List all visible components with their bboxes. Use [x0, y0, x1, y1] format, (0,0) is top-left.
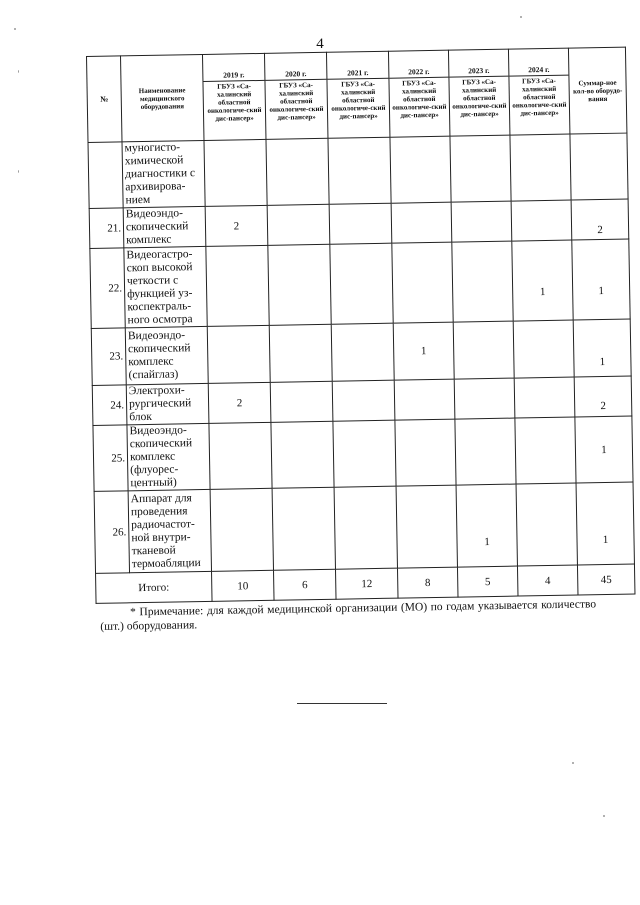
value-cell [514, 377, 575, 418]
total-cell: 6 [274, 569, 337, 600]
value-cell: 2 [208, 382, 271, 423]
value-cell [272, 487, 335, 570]
total-cell: 10 [212, 570, 275, 601]
header-year: 2019 г. [203, 70, 264, 82]
header-year: 2023 г. [449, 66, 508, 78]
total-cell: 8 [397, 567, 458, 598]
value-cell [515, 417, 576, 484]
value-cell [394, 379, 455, 420]
equipment-name: Электрохи-рургический блок [126, 383, 209, 424]
value-cell [268, 244, 331, 325]
row-number: 25. [93, 425, 128, 492]
sum-cell: 1 [576, 482, 634, 565]
scan-speck [520, 16, 522, 18]
value-cell [267, 204, 330, 245]
header-year-col [388, 50, 449, 137]
table-row [94, 482, 634, 573]
value-cell [334, 486, 397, 569]
table-row [90, 239, 630, 328]
total-cell: 12 [335, 568, 398, 599]
value-cell [513, 320, 574, 378]
value-cell [510, 134, 571, 201]
value-cell [333, 420, 396, 487]
value-cell [271, 421, 334, 488]
header-num: № [87, 56, 122, 143]
separator-line [297, 703, 387, 704]
value-cell [391, 202, 452, 243]
value-cell [455, 418, 516, 485]
header-year: 2024 г. [509, 65, 568, 77]
value-cell [266, 138, 329, 205]
header-org: ГБУЗ «Са-халинский областной онкологиче-ский дис-пансер» [207, 82, 262, 123]
scan-speck [18, 70, 19, 73]
header-year-col [202, 53, 265, 140]
sum-cell: 1 [572, 239, 630, 320]
value-cell [210, 488, 273, 571]
row-number [88, 142, 123, 209]
equipment-name: Видеоэндо-скопический комплекс (флуорес-центный) [127, 423, 210, 490]
table-row [88, 133, 628, 208]
value-cell [454, 378, 515, 419]
header-year-col [326, 51, 389, 138]
scan-speck [14, 28, 16, 30]
page-number: 4 [316, 36, 324, 52]
value-cell: 1 [393, 322, 454, 380]
header-year-col [508, 48, 569, 135]
scan-speck [572, 762, 574, 764]
header-year-col [264, 52, 327, 139]
sum-cell: 2 [574, 376, 632, 417]
equipment-name: муногисто-химической диагностики с архивирова-нием [122, 140, 205, 207]
table-row [91, 319, 631, 385]
value-cell [204, 139, 267, 206]
value-cell: 1 [456, 484, 517, 567]
value-cell [451, 201, 512, 242]
scan-speck [18, 170, 19, 173]
header-name: Наименование медицинского оборудования [121, 54, 204, 141]
header-org: ГБУЗ «Са-халинский областной онкологиче-ский дис-пансер» [392, 78, 447, 120]
row-number: 26. [94, 491, 129, 574]
value-cell [330, 243, 393, 324]
equipment-name: Видеоэндо-скопический комплекс [123, 206, 206, 247]
equipment-name: Видеоэндо-скопический комплекс (спайглаз) [125, 326, 208, 384]
total-label: Итого: [96, 571, 213, 603]
equipment-table [86, 47, 635, 604]
value-cell [450, 135, 511, 202]
sum-cell: 2 [571, 199, 629, 240]
equipment-name: Аппарат для проведения радиочастот-ной внутри-тканевой термоабляции [128, 489, 211, 572]
sum-cell: 1 [575, 416, 633, 483]
value-cell [207, 325, 270, 383]
header-year: 2021 г. [327, 68, 388, 80]
footnote: * Примечание: для каждой медицинской организации (МО) по годам указывается количество (шт.) оборудования. [100, 598, 597, 633]
sum-cell: 1 [573, 319, 631, 377]
row-number: 21. [89, 208, 124, 249]
table-row [93, 416, 633, 491]
value-cell [390, 136, 451, 203]
value-cell [328, 137, 391, 204]
value-cell: 2 [205, 205, 268, 246]
value-cell [209, 422, 272, 489]
value-cell [331, 323, 394, 381]
row-number: 23. [91, 328, 126, 386]
total-sum-cell: 45 [577, 564, 635, 595]
value-cell [452, 241, 513, 322]
value-cell [206, 245, 269, 326]
value-cell [269, 324, 332, 382]
value-cell [332, 380, 395, 421]
value-cell [329, 203, 392, 244]
scan-speck [603, 815, 605, 817]
header-year: 2020 г. [265, 69, 326, 81]
table-header-row [87, 47, 627, 142]
row-number: 24. [92, 385, 127, 426]
total-cell: 5 [457, 566, 518, 597]
value-cell [453, 321, 514, 379]
header-year: 2022 г. [389, 67, 448, 79]
total-cell: 4 [517, 565, 578, 596]
header-org: ГБУЗ «Са-халинский областной онкологиче-ский дис-пансер» [331, 79, 386, 121]
header-org: ГБУЗ «Са-халинский областной онкологиче-ский дис-пансер» [452, 77, 507, 119]
value-cell [395, 419, 456, 486]
value-cell [511, 200, 572, 241]
header-org: ГБУЗ «Са-халинский областной онкологиче-ский дис-пансер» [512, 76, 567, 118]
value-cell: 1 [512, 240, 573, 321]
row-number: 22. [90, 248, 125, 329]
sum-cell [570, 133, 628, 200]
value-cell [270, 381, 333, 422]
header-org: ГБУЗ «Са-халинский областной онкологиче-ский дис-пансер» [269, 81, 324, 122]
value-cell [396, 485, 457, 568]
value-cell [392, 242, 453, 323]
value-cell [516, 483, 577, 566]
equipment-name: Видеогастро-скоп высокой четкости с функцией уз-коспектраль-ного осмотра [124, 246, 207, 327]
header-year-col [448, 49, 509, 136]
header-sum: Суммар-ное кол-во оборудо-вания [568, 47, 626, 134]
